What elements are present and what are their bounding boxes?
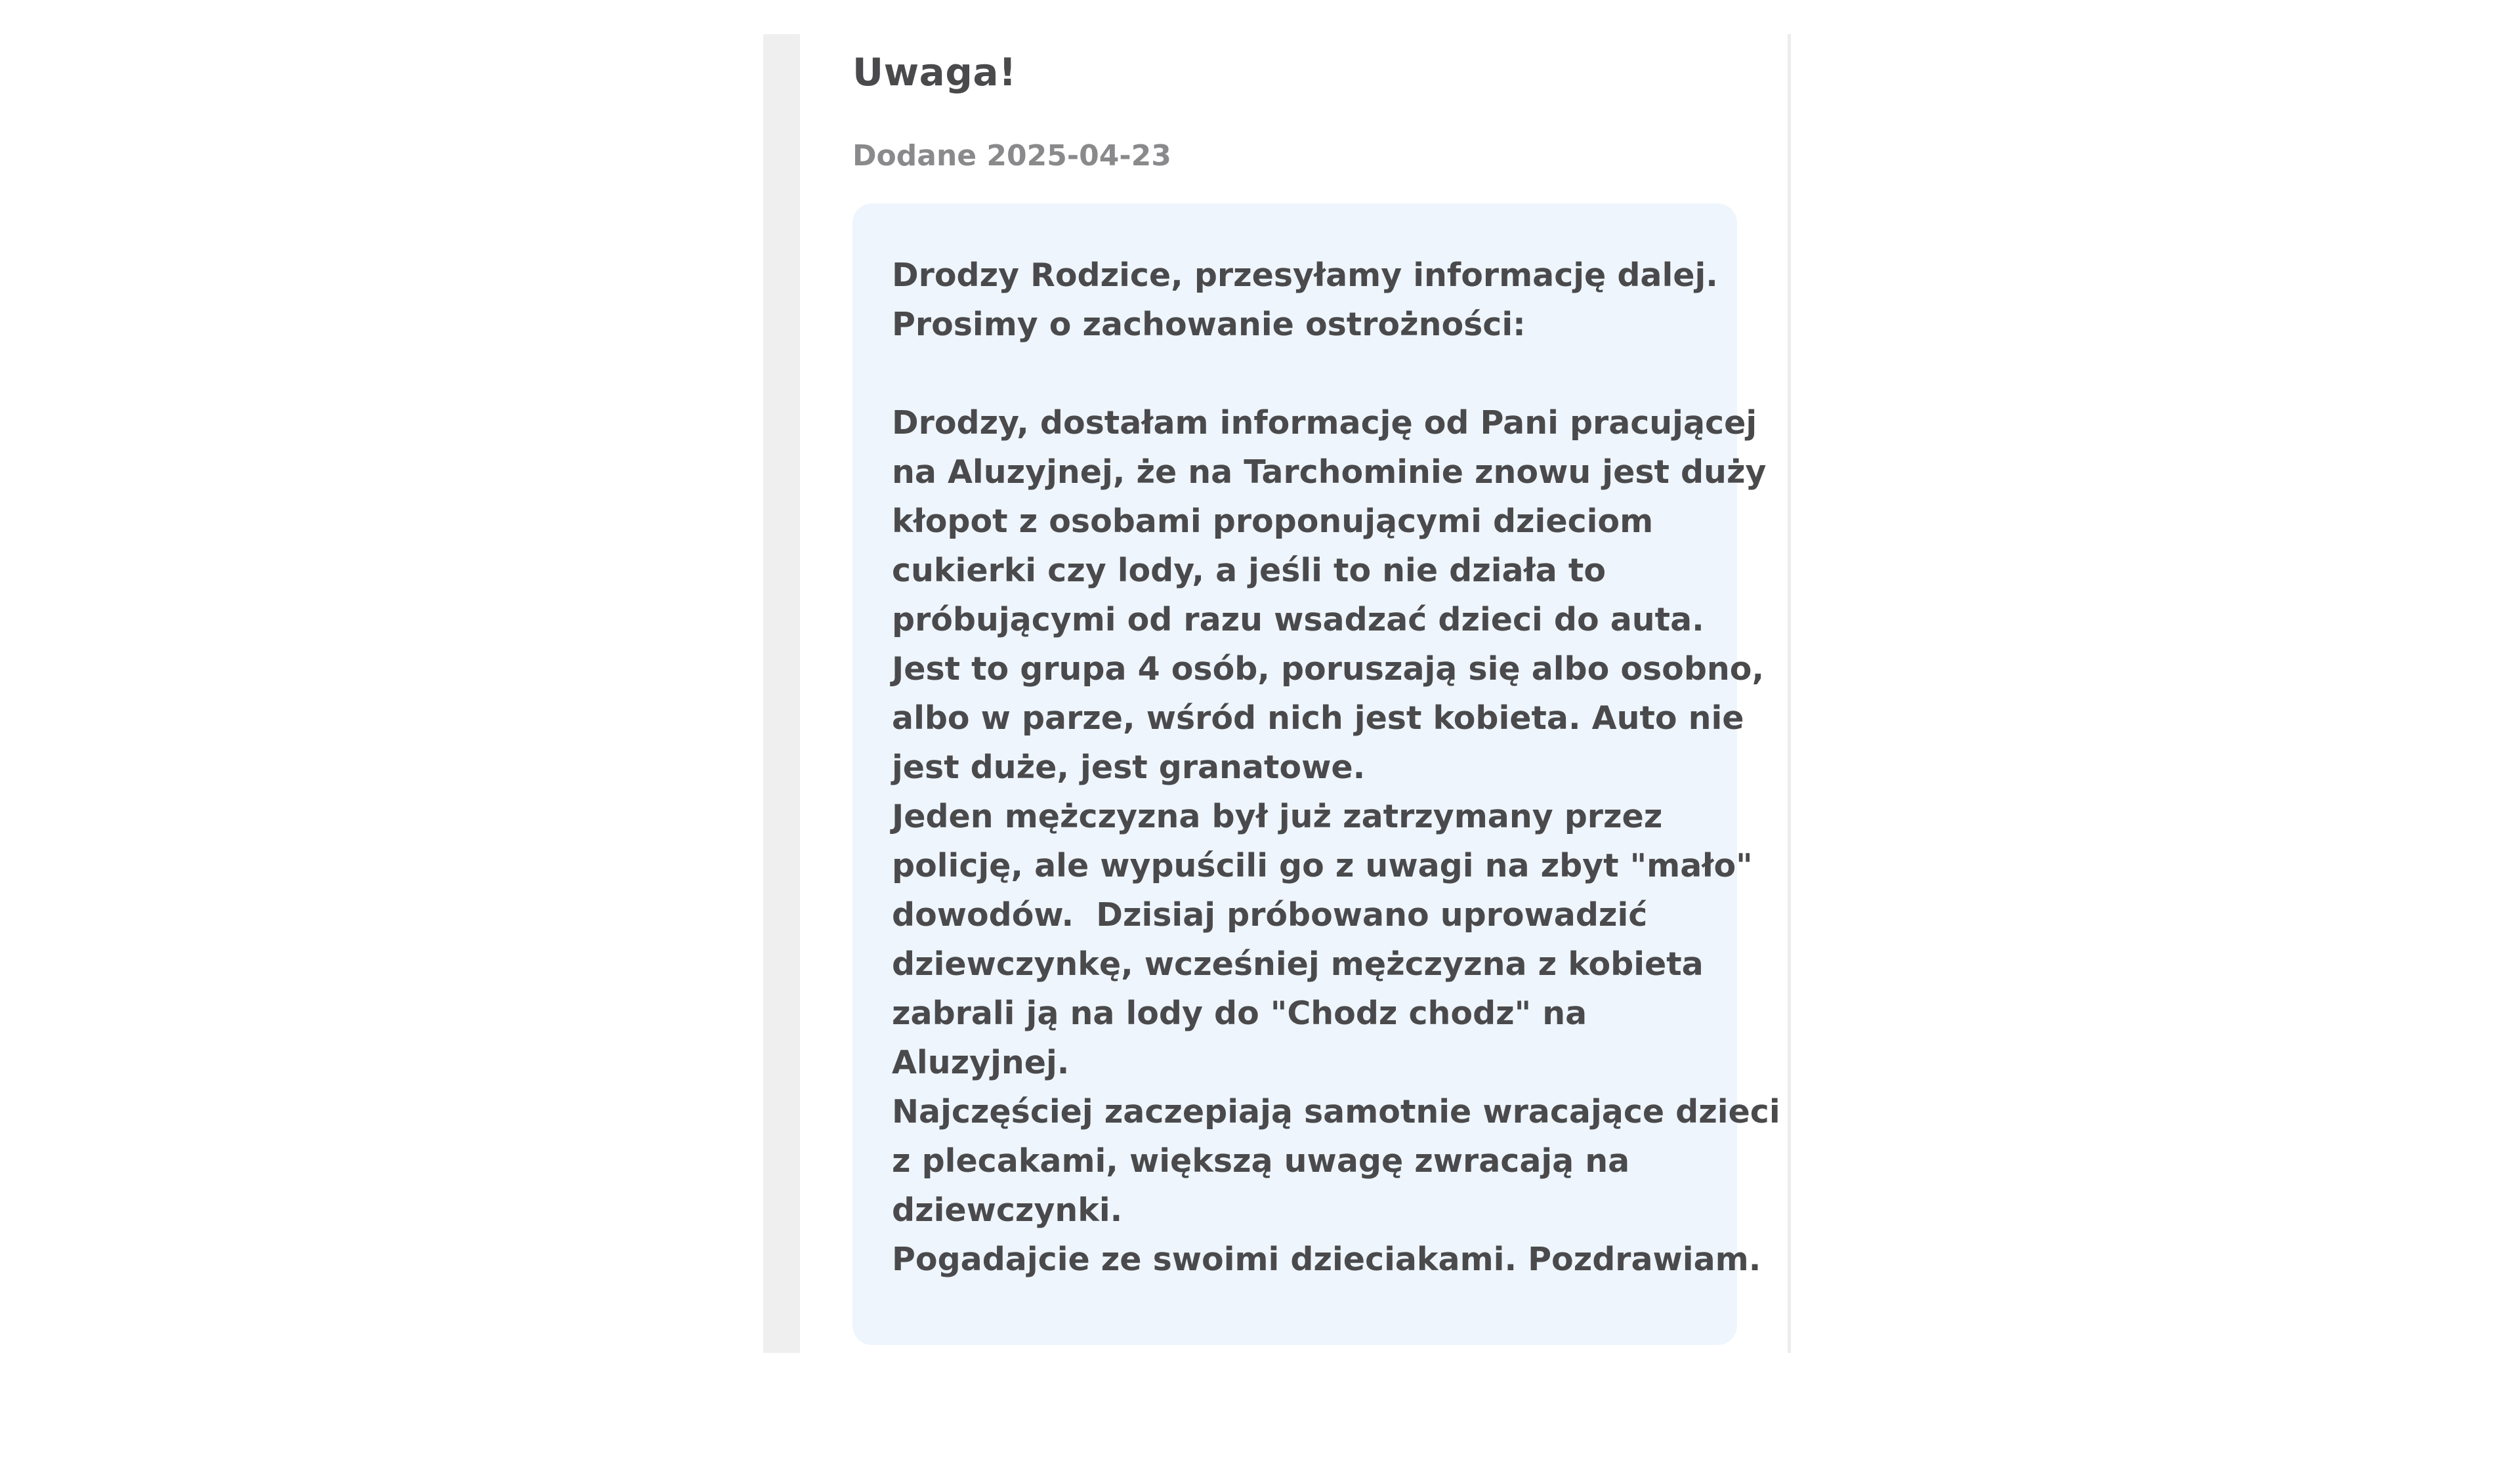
- message-line: dziewczynkę, wcześniej mężczyzna z kobieta: [892, 945, 1704, 983]
- message-line: policję, ale wypuścili go z uwagi na zbyt "mało": [892, 847, 1753, 884]
- message-body: [852, 203, 1780, 1345]
- message-line: Aluzyjnej.: [892, 1044, 1070, 1081]
- message-line: dowodów. Dzisiaj próbowano uprowadzić: [892, 896, 1648, 934]
- message-line: zabrali ją na lody do "Chodz chodz" na: [892, 995, 1587, 1032]
- message-line: Prosimy o zachowanie ostrożności:: [892, 306, 1526, 343]
- message-line: Drodzy, dostałam informację od Pani pracującej: [892, 404, 1757, 442]
- announcement-card: [800, 34, 1788, 1353]
- left-rail: [763, 34, 800, 1353]
- right-divider: [1788, 34, 1791, 1353]
- message-line: Jeden mężczyzna był już zatrzymany przez: [892, 798, 1663, 835]
- message-line: na Aluzyjnej, że na Tarchominie znowu jest duży: [892, 453, 1767, 491]
- post-date: Dodane 2025-04-23: [852, 139, 1171, 173]
- message-line: Jest to grupa 4 osób, poruszają się albo osobno,: [892, 650, 1765, 688]
- post-title: Uwaga!: [852, 50, 1017, 94]
- message-line: próbującymi od razu wsadzać dzieci do auta.: [892, 601, 1704, 638]
- message-line: dziewczynki.: [892, 1191, 1123, 1229]
- message-line: [892, 349, 1700, 398]
- message-line: Pogadajcie ze swoimi dzieciakami. Pozdrawiam.: [892, 1241, 1761, 1278]
- message-line: z plecakami, większą uwagę zwracają na: [892, 1142, 1630, 1180]
- message-line: albo w parze, wśród nich jest kobieta. Auto nie: [892, 699, 1744, 737]
- message-line: Najczęściej zaczepiają samotnie wracające dzieci: [892, 1093, 1780, 1130]
- message-line: cukierki czy lody, a jeśli to nie działa to: [892, 552, 1606, 589]
- message-line: jest duże, jest granatowe.: [892, 749, 1366, 786]
- message-line: kłopot z osobami proponującymi dzieciom: [892, 503, 1654, 540]
- message-line: Drodzy Rodzice, przesyłamy informację dalej.: [892, 257, 1718, 294]
